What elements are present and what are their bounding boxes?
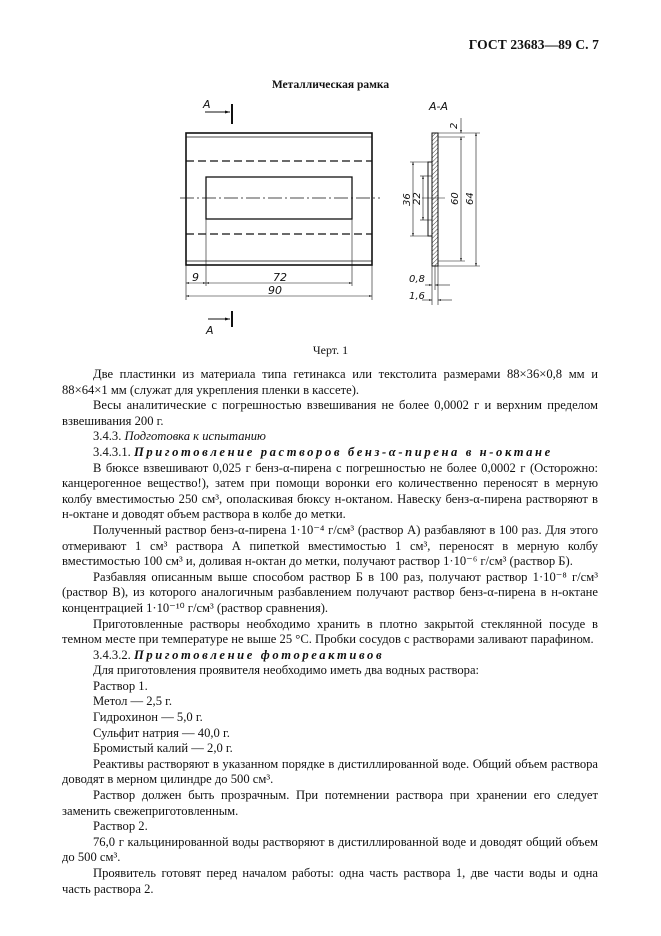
paragraph: 76,0 г кальцинированной воды растворяют в дистиллированной воде и доводят общий объем до 500 см³. bbox=[62, 834, 598, 865]
section-heading-3-4-3 bbox=[62, 429, 598, 445]
dim-section-outer-height: 64 bbox=[465, 192, 476, 205]
list-item: Гидрохинон — 5,0 г. bbox=[93, 710, 203, 725]
dim-front-total-width: 90 bbox=[268, 284, 282, 297]
paragraph: Реактивы растворяют в указанном порядке в дистиллированной воде. Общий объем раствора доводят в мерном цилиндре до 500 см³. bbox=[62, 756, 598, 787]
list-item: Раствор 1. bbox=[93, 678, 148, 693]
paragraph: Раствор должен быть прозрачным. При потемнении раствора при хранении его следует заменить свежеприготовленным. bbox=[62, 788, 598, 818]
dim-section-inner-height: 60 bbox=[450, 192, 461, 205]
section-number: 3.4.3. bbox=[93, 429, 122, 444]
section-heading-3-4-3-1 bbox=[62, 445, 598, 461]
list-item: Метол — 2,5 г. bbox=[93, 694, 173, 709]
paragraph: В бюксе взвешивают 0,025 г бенз-α-пирена с погрешностью не более 0,0002 г (Осторожно: канцерогенное вещество!), затем при помощи воронки его количественно переносят в мерную колбу вместимостью 250 см³, ополаскивая бюксу н-октаном. Навеску бенз-α-пирена растворяют в н-октане и доводят объем раствора в колбе до метки. bbox=[62, 460, 598, 522]
section-view-label: A-A bbox=[429, 100, 449, 113]
paragraph: Разбавляя описанным выше способом раствор Б в 100 раз, получают раствор 1·10⁻⁸ г/см³ (раствор В), из которого аналогичным разбавлением получают раствор бенз-α-пирена в н-октане концентрацией 1·10⁻¹⁰ г/см³ (раствор сравнения). bbox=[62, 569, 598, 615]
dim-section-window-height: 22 bbox=[412, 192, 423, 205]
list-item: Сульфит натрия — 40,0 г. bbox=[93, 725, 230, 740]
dim-section-plate-height: 36 bbox=[402, 193, 413, 206]
figure-caption: Черт. 1 bbox=[312, 343, 349, 357]
dim-section-top-offset: 2 bbox=[449, 122, 460, 129]
section-title: Приготовление растворов бенз-α-пирена в н-октане bbox=[133, 444, 553, 459]
paragraph: Проявитель готовят перед началом работы: одна часть раствора 1, две части воды и одна часть раствора 2. bbox=[62, 866, 598, 896]
paragraph: Для приготовления проявителя необходимо иметь два водных раствора: bbox=[93, 663, 480, 678]
section-title: Подготовка к испытанию bbox=[124, 429, 266, 444]
section-label-bottom: A bbox=[206, 324, 214, 337]
dim-section-thickness-inner: 0,8 bbox=[409, 274, 425, 285]
list-item: Бромистый калий — 2,0 г. bbox=[93, 741, 233, 756]
page-header: ГОСТ 23683—89 С. 7 bbox=[468, 37, 599, 52]
section-number: 3.4.3.1. bbox=[93, 444, 131, 459]
dim-front-left-margin: 9 bbox=[192, 271, 199, 284]
document-body bbox=[62, 367, 598, 897]
section-title: Приготовление фотореактивов bbox=[133, 647, 385, 662]
paragraph: Весы аналитические с погрешностью взвешивания не более 0,0002 г и верхним пределом взвешивания 200 г. bbox=[62, 398, 598, 428]
section-heading-3-4-3-2 bbox=[62, 648, 598, 664]
dim-front-window-width: 72 bbox=[273, 271, 287, 284]
paragraph: Две пластинки из материала типа гетинакса или текстолита размерами 88×36×0,8 мм и 88×64×1 мм (служат для укрепления пленки в кассете). bbox=[62, 367, 598, 397]
metal-frame-drawing bbox=[0, 0, 661, 340]
paragraph: Приготовленные растворы необходимо хранить в плотно закрытой стеклянной посуде в темном месте при температуре не выше 25 °С. Пробки сосудов с растворами заливают парафином. bbox=[62, 616, 598, 647]
section-number: 3.4.3.2. bbox=[93, 647, 131, 662]
paragraph: Полученный раствор бенз-α-пирена 1·10⁻⁴ г/см³ (раствор А) разбавляют в 100 раз. Для этого отмеривают 1 см³ раствора А пипеткой вместимостью 1 см³, переносят в мерную колбу вместимостью 100 см³ и, доливая н-октан до метки, получают раствор 1·10⁻⁶ г/см³ (раствор Б). bbox=[62, 522, 598, 569]
figure-title: Металлическая рамка bbox=[271, 79, 390, 91]
paragraph: Раствор 2. bbox=[93, 819, 148, 834]
dim-section-thickness-total: 1,6 bbox=[409, 291, 425, 302]
section-label-top: A bbox=[203, 98, 211, 111]
